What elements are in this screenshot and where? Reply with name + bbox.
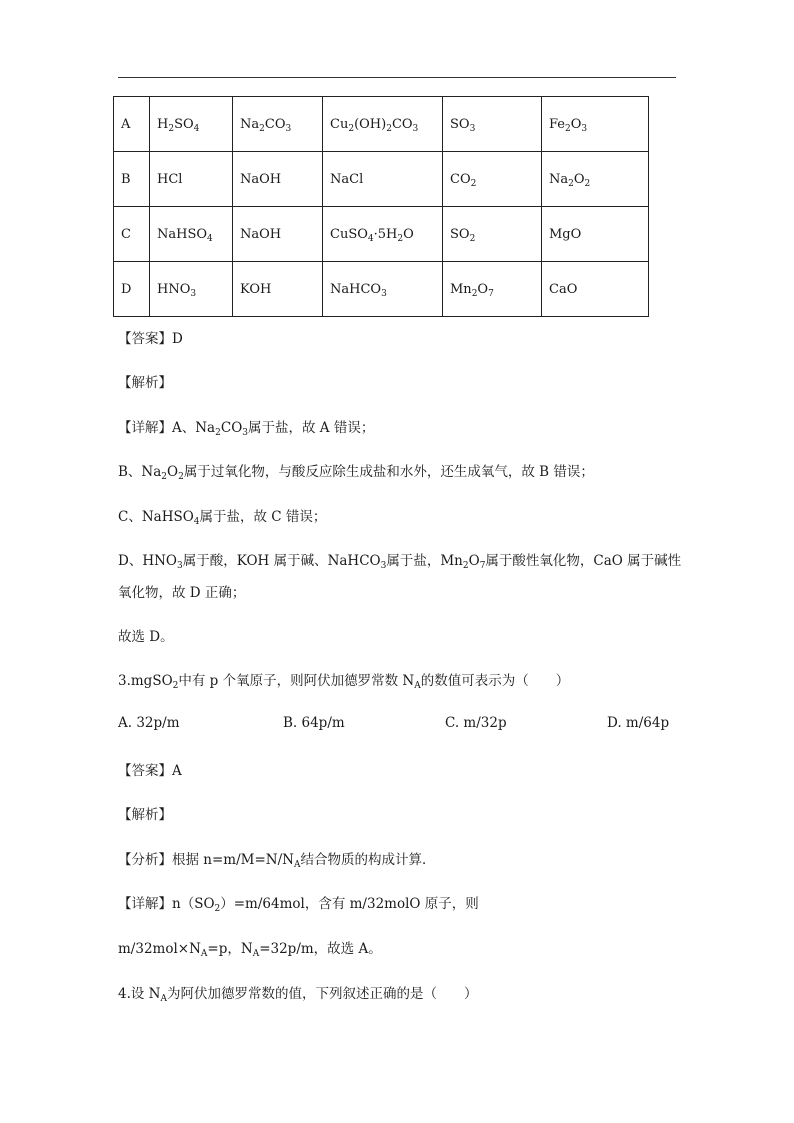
- text-run: m/32mol×N: [118, 941, 201, 957]
- subscript: A: [293, 860, 301, 870]
- subscript: 3: [285, 123, 292, 134]
- text-run: 中有 p 个氧原子，则阿伏加德罗常数 N: [178, 673, 415, 689]
- row-label: C: [114, 207, 150, 262]
- table-cell: [150, 152, 233, 207]
- subscript: 3: [581, 123, 588, 134]
- subscript: 2: [565, 123, 571, 134]
- text-run: CO: [450, 171, 471, 187]
- subscript: 2: [348, 123, 355, 134]
- subscript: 2: [214, 904, 221, 914]
- text-run: CO: [220, 420, 243, 436]
- text-run: O: [570, 116, 582, 132]
- text-run: CaO: [549, 281, 578, 297]
- table-cell: [233, 97, 323, 152]
- text-run: 结合物质的构成计算．: [300, 852, 436, 868]
- row-label: D: [114, 262, 150, 317]
- subscript: 3: [412, 123, 419, 134]
- text-run: O: [167, 464, 179, 480]
- table-cell: [323, 97, 443, 152]
- text-run: 4.设 N: [118, 986, 161, 1002]
- text-run: HCl: [157, 171, 183, 187]
- text-run: 为阿伏加德罗常数的值，下列叙述正确的是（ ）: [166, 986, 478, 1002]
- text-run: 属于酸性氧化物，CaO 属于碱性: [485, 553, 682, 569]
- table-cell: [542, 262, 649, 317]
- text-run: SO: [174, 116, 194, 132]
- q3-option-c: C. m/32p: [445, 715, 507, 731]
- q2-conclusion: 故选 D。: [118, 629, 174, 645]
- text-run: Na: [549, 171, 569, 187]
- q3-detail-1: [118, 892, 479, 912]
- text-run: O: [468, 553, 480, 569]
- subscript: 2: [471, 288, 478, 299]
- text-run: O: [403, 226, 414, 242]
- table-cell: [150, 262, 233, 317]
- text-run: MgO: [549, 226, 582, 242]
- text-run: 【分析】根据 n=m/M=N/N: [118, 852, 294, 868]
- text-run: KOH: [240, 281, 272, 297]
- text-run: H: [157, 116, 169, 132]
- subscript: 4: [193, 123, 200, 134]
- subscript: 2: [178, 472, 184, 482]
- q3-fenxi: [118, 848, 435, 868]
- subscript: 4: [207, 233, 213, 244]
- subscript: 2: [172, 681, 179, 691]
- table-cell: [323, 152, 443, 207]
- text-run: Fe: [549, 116, 566, 132]
- text-run: SO: [450, 226, 470, 242]
- text-run: Cu: [330, 116, 349, 132]
- text-run: NaHSO: [157, 226, 208, 242]
- text-run: 属于盐，故 C 错误；: [199, 509, 327, 525]
- text-run: SO: [450, 116, 470, 132]
- table-cell: [150, 97, 233, 152]
- header-rule: [118, 77, 676, 78]
- subscript: 2: [584, 178, 591, 189]
- subscript: 2: [259, 123, 265, 134]
- table-cell: [323, 262, 443, 317]
- table-row: [114, 152, 649, 207]
- q4-question: [118, 982, 477, 1002]
- text-run: NaOH: [240, 226, 282, 242]
- q2-analysis-heading: 【解析】: [118, 375, 172, 391]
- subscript: 2: [462, 561, 469, 571]
- subscript: 2: [161, 472, 168, 482]
- subscript: 7: [488, 288, 494, 299]
- text-run: ·5H: [373, 226, 398, 242]
- text-run: 属于过氧化物，与酸反应除生成盐和水外，还生成氧气，故 B 错误；: [183, 464, 594, 480]
- table-cell: [233, 152, 323, 207]
- q3-option-a: A. 32p/m: [118, 715, 180, 731]
- text-run: D、HNO: [118, 553, 177, 569]
- text-run: HNO: [157, 281, 191, 297]
- table-cell: [542, 97, 649, 152]
- subscript: 3: [381, 288, 387, 299]
- classification-table: [113, 96, 649, 317]
- row-label: A: [114, 97, 150, 152]
- table-cell: [443, 152, 542, 207]
- text-run: CO: [391, 116, 413, 132]
- subscript: 3: [190, 288, 197, 299]
- text-run: NaHCO: [330, 281, 382, 297]
- subscript: 7: [479, 561, 486, 571]
- text-run: 属于酸，KOH 属于碱、NaHCO: [182, 553, 381, 569]
- q2-detail-d: [118, 549, 681, 569]
- text-run: ）=m/64mol，含有 m/32molO 原子，则: [220, 896, 479, 912]
- subscript: 2: [470, 178, 477, 189]
- text-run: =32p/m，故选 A。: [259, 941, 382, 957]
- subscript: A: [200, 949, 208, 959]
- subscript: A: [252, 949, 260, 959]
- text-run: 【详解】n（SO: [118, 896, 215, 912]
- text-run: O: [573, 171, 585, 187]
- table-cell: [233, 207, 323, 262]
- subscript: 2: [386, 123, 392, 134]
- q3-answer: 【答案】A: [118, 763, 182, 779]
- q2-detail-a: [118, 416, 374, 436]
- table-cell: [542, 207, 649, 262]
- q3-option-b: B. 64p/m: [283, 715, 345, 731]
- text-run: CO: [264, 116, 286, 132]
- q2-detail-d-cont: 氧化物，故 D 正确；: [118, 585, 246, 601]
- q3-question: [118, 669, 569, 689]
- subscript: A: [160, 994, 167, 1004]
- text-run: NaOH: [240, 171, 282, 187]
- q2-detail-b: [118, 460, 594, 480]
- text-run: 3.mgSO: [118, 673, 173, 689]
- table-row: [114, 207, 649, 262]
- text-run: Mn: [450, 281, 472, 297]
- subscript: 3: [176, 561, 183, 571]
- subscript: A: [414, 681, 421, 691]
- table-row: [114, 97, 649, 152]
- table-cell: [150, 207, 233, 262]
- text-run: 属于盐，故 A 错误；: [248, 420, 375, 436]
- q3-detail-2: [118, 937, 382, 957]
- table-cell: [542, 152, 649, 207]
- text-run: CuSO: [330, 226, 368, 242]
- text-run: (OH): [354, 116, 387, 132]
- subscript: 3: [242, 428, 248, 438]
- subscript: 2: [568, 178, 574, 189]
- text-run: 的数值可表示为（ ）: [420, 673, 570, 689]
- q3-analysis-heading: 【解析】: [118, 807, 172, 823]
- text-run: =p，N: [207, 941, 253, 957]
- q3-option-d: D. m/64p: [607, 715, 670, 731]
- text-run: 【详解】A、Na: [118, 420, 216, 436]
- subscript: 2: [168, 123, 175, 134]
- table-cell: [443, 262, 542, 317]
- subscript: 4: [193, 517, 200, 527]
- q2-answer: 【答案】D: [118, 331, 183, 347]
- text-run: Na: [240, 116, 260, 132]
- subscript: 2: [215, 428, 221, 438]
- text-run: NaCl: [330, 171, 364, 187]
- table-cell: [323, 207, 443, 262]
- table-cell: [233, 262, 323, 317]
- q2-detail-c: [118, 505, 326, 525]
- text-run: 属于盐，Mn: [386, 553, 463, 569]
- text-run: O: [477, 281, 489, 297]
- subscript: 2: [397, 233, 404, 244]
- subscript: 3: [469, 123, 476, 134]
- subscript: 4: [367, 233, 374, 244]
- table-cell: [443, 207, 542, 262]
- table-row: [114, 262, 649, 317]
- table-cell: [443, 97, 542, 152]
- row-label: B: [114, 152, 150, 207]
- text-run: C、NaHSO: [118, 509, 194, 525]
- subscript: 2: [469, 233, 476, 244]
- subscript: 3: [380, 561, 387, 571]
- text-run: B、Na: [118, 464, 162, 480]
